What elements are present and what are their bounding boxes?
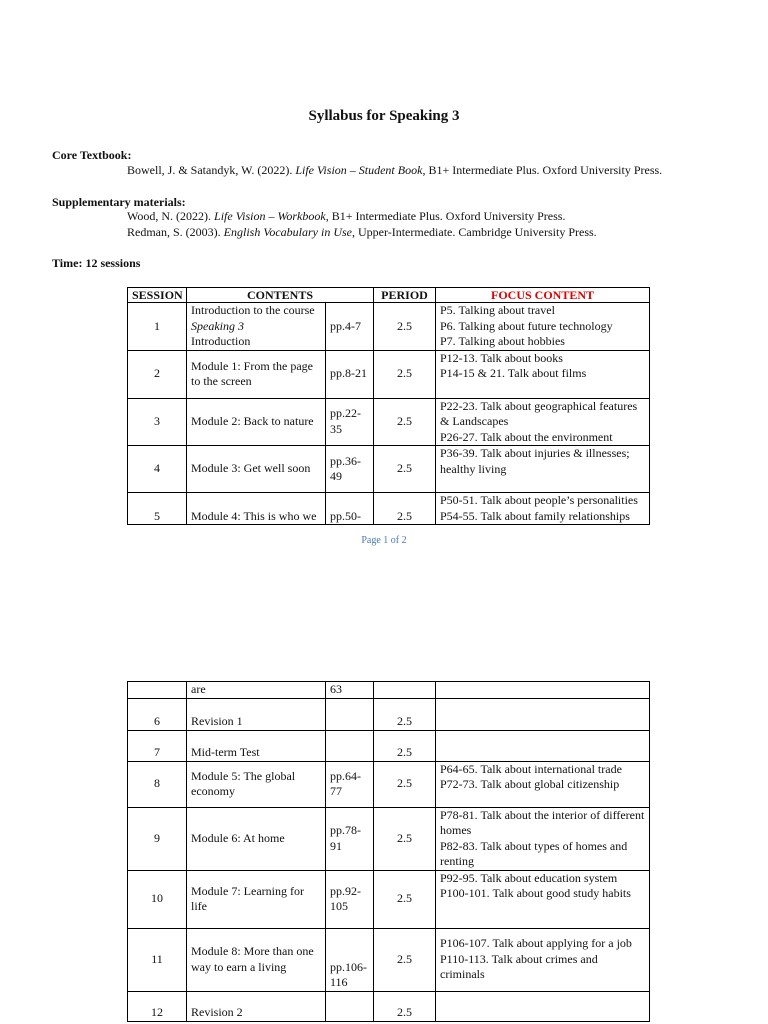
period-cell: 2.5 (374, 928, 436, 991)
contents-cell: Module 3: Get well soon (187, 446, 326, 493)
period-cell: 2.5 (374, 807, 436, 870)
contents-cell: Module 8: More than one way to earn a living (187, 928, 326, 991)
focus-cell: P64-65. Talk about international trade P72-73. Talk about global citizenship (436, 761, 650, 807)
table-header-row (128, 288, 650, 303)
period-cell: 2.5 (374, 991, 436, 1021)
focus-cell: P22-23. Talk about geographical features & Landscapes P26-27. Talk about the environment (436, 398, 650, 446)
period-cell: 2.5 (374, 398, 436, 446)
core-textbook-citation: Bowell, J. & Satandyk, W. (2022). Life Vision – Student Book, B1+ Intermediate Plus. Oxford University Press. (127, 163, 663, 177)
contents-cell: Introduction to the course Speaking 3 Introduction (187, 303, 326, 351)
table-row (128, 303, 650, 351)
contents-cell: Revision 1 (187, 698, 326, 730)
session-number: 12 (128, 991, 187, 1021)
pages-cell (326, 730, 374, 761)
pages-cell: pp.78-91 (326, 807, 374, 870)
core-textbook-label: Core Textbook: (52, 148, 132, 162)
table-row (128, 446, 650, 493)
session-number: 1 (128, 303, 187, 351)
session-number: 2 (128, 350, 187, 398)
table-row (128, 928, 650, 991)
period-cell: 2.5 (374, 303, 436, 351)
pages-cell: pp.36-49 (326, 446, 374, 493)
document-title: Syllabus for Speaking 3 (308, 108, 460, 124)
focus-cell: P5. Talking about travel P6. Talking about future technology P7. Talking about hobbies (436, 303, 650, 351)
header-focus-content: FOCUS CONTENT (436, 288, 650, 303)
pages-cell: pp.4-7 (326, 303, 374, 351)
pages-cell: pp.8-21 (326, 350, 374, 398)
pages-cell: pp.106-116 (326, 928, 374, 991)
session-number: 7 (128, 730, 187, 761)
session-number: 9 (128, 807, 187, 870)
focus-cell: P92-95. Talk about education system P100-101. Talk about good study habits (436, 870, 650, 928)
period-cell: 2.5 (374, 493, 436, 525)
pages-cell: pp.64-77 (326, 761, 374, 807)
supplementary-citation-1: Wood, N. (2022). Life Vision – Workbook, B1+ Intermediate Plus. Oxford University Press. (127, 209, 566, 223)
pages-cell: pp.22-35 (326, 398, 374, 446)
session-number: 5 (128, 493, 187, 525)
pages-cell (326, 991, 374, 1021)
contents-cell: Module 2: Back to nature (187, 398, 326, 446)
table-row (128, 761, 650, 807)
pages-cell: pp.50- (326, 493, 374, 525)
session-number: 11 (128, 928, 187, 991)
session-number: 6 (128, 698, 187, 730)
period-cell: 2.5 (374, 350, 436, 398)
supplementary-label: Supplementary materials: (52, 195, 186, 209)
period-cell: 2.5 (374, 870, 436, 928)
focus-cell: P78-81. Talk about the interior of different homes P82-83. Talk about types of homes and renting (436, 807, 650, 870)
focus-cell: P12-13. Talk about books P14-15 & 21. Talk about films (436, 350, 650, 398)
header-contents: CONTENTS (187, 288, 374, 303)
period-cell: 2.5 (374, 730, 436, 761)
table-row (128, 730, 650, 761)
table-row-continued (128, 682, 650, 699)
contents-cell: Module 4: This is who we (187, 493, 326, 525)
table-row (128, 350, 650, 398)
contents-cell: Revision 2 (187, 991, 326, 1021)
contents-cell: Module 7: Learning for life (187, 870, 326, 928)
time-label: Time: 12 sessions (52, 256, 141, 270)
pages-cell: pp.92-105 (326, 870, 374, 928)
syllabus-table-page1 (127, 287, 650, 525)
contents-cell: Module 5: The global economy (187, 761, 326, 807)
session-number: 8 (128, 761, 187, 807)
header-session: SESSION (128, 288, 187, 303)
focus-cell: P36-39. Talk about injuries & illnesses; healthy living (436, 446, 650, 493)
focus-cell: P50-51. Talk about people’s personalities P54-55. Talk about family relationships (436, 493, 650, 525)
session-number: 3 (128, 398, 187, 446)
contents-cell: Module 6: At home (187, 807, 326, 870)
pages-cell: 63 (326, 682, 374, 699)
contents-cell: Mid-term Test (187, 730, 326, 761)
table-row (128, 870, 650, 928)
period-cell: 2.5 (374, 698, 436, 730)
table-row (128, 991, 650, 1021)
table-row (128, 807, 650, 870)
session-number: 4 (128, 446, 187, 493)
syllabus-table-page2 (127, 681, 650, 1022)
table-row (128, 398, 650, 446)
supplementary-citation-2: Redman, S. (2003). English Vocabulary in Use, Upper-Intermediate. Cambridge University Press. (127, 225, 597, 239)
period-cell: 2.5 (374, 446, 436, 493)
focus-cell (436, 730, 650, 761)
contents-cell: Module 1: From the page to the screen (187, 350, 326, 398)
focus-cell (436, 991, 650, 1021)
contents-cell: are (187, 682, 326, 699)
header-period: PERIOD (374, 288, 436, 303)
focus-cell: P106-107. Talk about applying for a job P110-113. Talk about crimes and criminals (436, 928, 650, 991)
focus-cell (436, 698, 650, 730)
pages-cell (326, 698, 374, 730)
table-row (128, 493, 650, 525)
period-cell: 2.5 (374, 761, 436, 807)
session-number: 10 (128, 870, 187, 928)
table-row (128, 698, 650, 730)
page-number: Page 1 of 2 (361, 535, 407, 546)
